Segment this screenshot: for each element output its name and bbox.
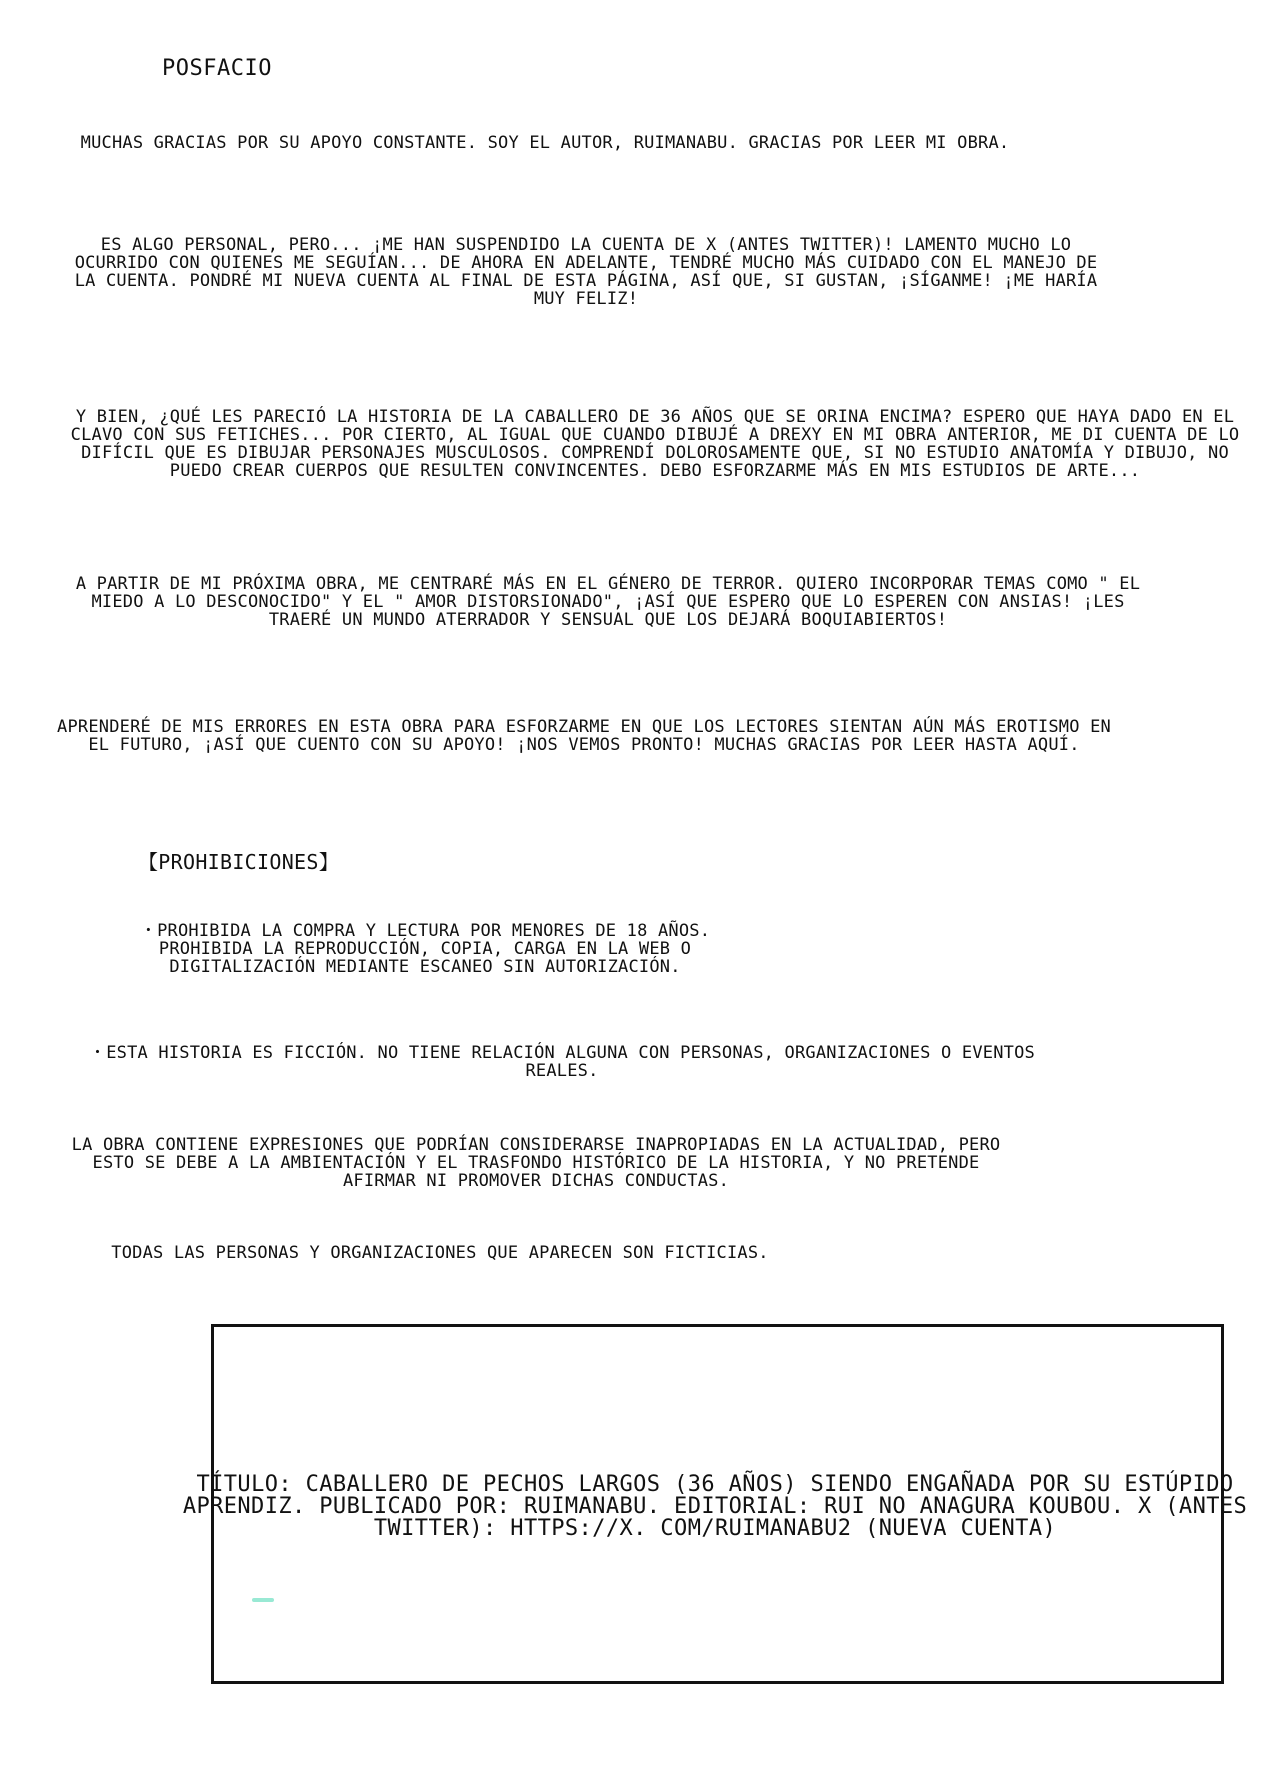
decorative-mark xyxy=(252,1598,274,1602)
paragraph-next-work: A PARTIR DE MI PRÓXIMA OBRA, ME CENTRARÉ MÁS EN EL GÉNERO DE TERROR. QUIERO INCORPORAR TEMAS COMO " EL MIEDO A LO DESCONOCIDO" Y EL " AMOR DISTORSIONADO", ¡ASÍ QUE ESPERO QUE LO ESPEREN CON ANSIAS! ¡LES TRAERÉ UN MUNDO ATERRADOR Y SENSUAL QUE LOS DEJARÁ BOQUIABIERTOS! xyxy=(75,574,1141,630)
prohibition-minors-reproduction: ・PROHIBIDA LA COMPRA Y LECTURA POR MENORES DE 18 AÑOS. PROHIBIDA LA REPRODUCCIÓN, COPIA, CARGA EN LA WEB O DIGITALIZACIÓN MEDIANTE ESCANEO SIN AUTORIZACIÓN. xyxy=(139,921,711,977)
paragraph-account-suspended: ES ALGO PERSONAL, PERO... ¡ME HAN SUSPENDIDO LA CUENTA DE X (ANTES TWITTER)! LAMENTO MUCHO LO OCURRIDO CON QUIENES ME SEGUÍAN... DE AHORA EN ADELANTE, TENDRÉ MUCHO MÁS CUIDADO CON EL MANEJO DE LA CUENTA. PONDRÉ MI NUEVA CUENTA AL FINAL DE ESTA PÁGINA, ASÍ QUE, SI GUSTAN, ¡SÍGANME! ¡ME HARÍA MUY FELIZ! xyxy=(74,235,1098,309)
prohibitions-heading: 【PROHIBICIONES】 xyxy=(138,850,340,874)
paragraph-story-comments: Y BIEN, ¿QUÉ LES PARECIÓ LA HISTORIA DE LA CABALLERO DE 36 AÑOS QUE SE ORINA ENCIMA? ESPERO QUE HAYA DADO EN EL CLAVO CON SUS FETICHES... POR CIERTO, AL IGUAL QUE CUANDO DIBUJÉ A DREXY EN MI OBRA ANTERIOR, ME DI CUENTA DE LO DIFÍCIL QUE ES DIBUJAR PERSONAJES MUSCULOSOS. COMPRENDÍ DOLOROSAMENTE QUE, SI NO ESTUDIO ANATOMÍA Y DIBUJO, NO PUEDO CREAR CUERPOS QUE RESULTEN CONVINCENTES. DEBO ESFORZARME MÁS EN MIS ESTUDIOS DE ARTE... xyxy=(70,407,1240,481)
prohibition-expressions: LA OBRA CONTIENE EXPRESIONES QUE PODRÍAN CONSIDERARSE INAPROPIADAS EN LA ACTUALIDAD, PERO ESTO SE DEBE A LA AMBIENTACIÓN Y EL TRASFONDO HISTÓRICO DE LA HISTORIA, Y NO PRETENDE AFIRMAR NI PROMOVER DICHAS CONDUCTAS. xyxy=(71,1135,1001,1191)
paragraph-closing: APRENDERÉ DE MIS ERRORES EN ESTA OBRA PARA ESFORZARME EN QUE LOS LECTORES SIENTAN AÚN MÁS EROTISMO EN EL FUTURO, ¡ASÍ QUE CUENTO CON SU APOYO! ¡NOS VEMOS PRONTO! MUCHAS GRACIAS POR LEER HASTA AQUÍ. xyxy=(57,717,1111,755)
colophon-text: TÍTULO: CABALLERO DE PECHOS LARGOS (36 AÑOS) SIENDO ENGAÑADA POR SU ESTÚPIDO APRENDIZ. PUBLICADO POR: RUIMANABU. EDITORIAL: RUI NO ANAGURA KOUBOU. X (ANTES TWITTER): HTTPS://X. COM/RUIMANABU2 (NUEVA CUENTA) xyxy=(182,1472,1248,1541)
page-title: POSFACIO xyxy=(162,56,272,81)
prohibition-fiction: ・ESTA HISTORIA ES FICCIÓN. NO TIENE RELACIÓN ALGUNA CON PERSONAS, ORGANIZACIONES O EVENTOS REALES. xyxy=(89,1043,1035,1081)
paragraph-thanks: MUCHAS GRACIAS POR SU APOYO CONSTANTE. SOY EL AUTOR, RUIMANABU. GRACIAS POR LEER MI OBRA. xyxy=(80,133,1010,153)
prohibition-fictitious: TODAS LAS PERSONAS Y ORGANIZACIONES QUE APARECEN SON FICTICIAS. xyxy=(111,1243,769,1263)
